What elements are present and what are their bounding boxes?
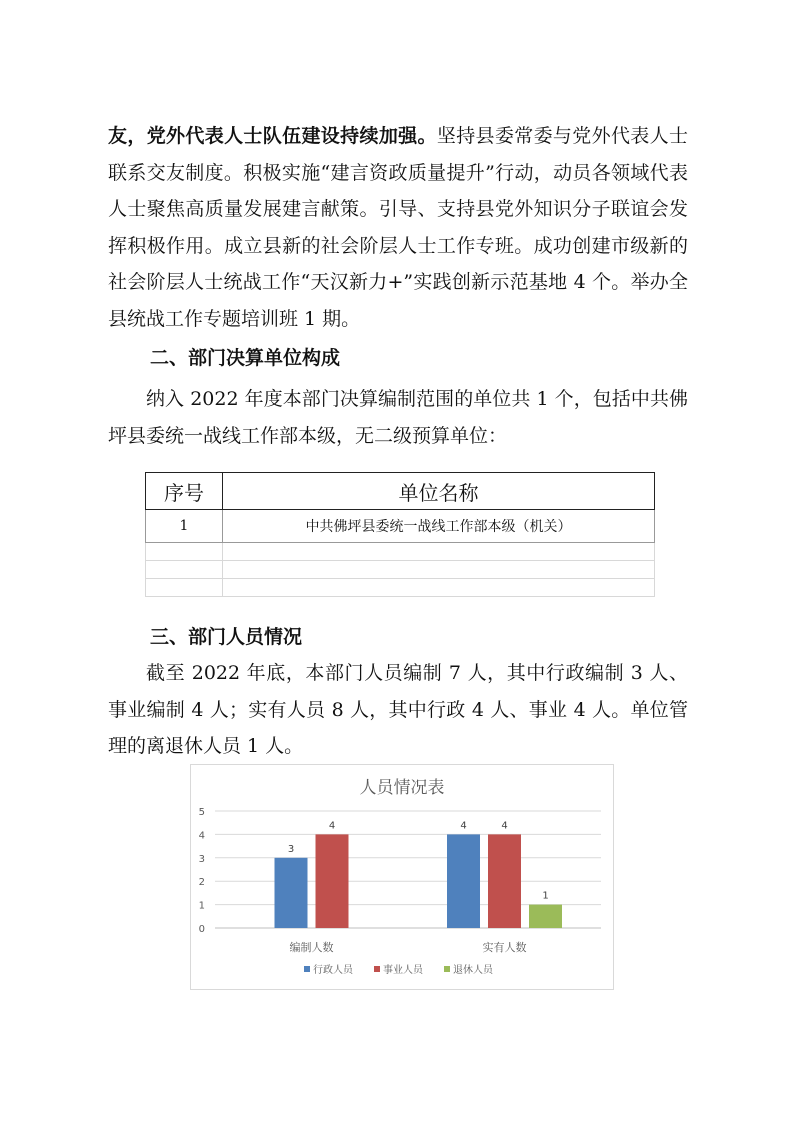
legend-label: 行政人员	[313, 965, 353, 976]
bar	[316, 834, 349, 928]
chart-svg	[191, 765, 613, 989]
bar	[488, 834, 521, 928]
table-row	[146, 510, 655, 543]
table-row-empty	[146, 543, 655, 561]
bar	[529, 905, 562, 928]
y-tick-label: 3	[198, 853, 205, 865]
personnel-chart	[190, 764, 614, 990]
section3-text: 截至 2022 年底，本部门人员编制 7 人，其中行政编制 3 人、事业编制 4 人；实有人员 8 人，其中行政 4 人、事业 4 人。单位管理的离退休人员 1 人。	[108, 662, 688, 757]
y-tick-label: 5	[198, 807, 205, 818]
bar	[447, 834, 480, 928]
legend-label: 退休人员	[453, 965, 493, 976]
header-unit-name: 单位名称	[223, 473, 655, 510]
y-tick-label: 2	[198, 877, 205, 889]
unit-table	[145, 472, 655, 597]
section2-text: 纳入 2022 年度本部门决算编制范围的单位共 1 个，包括中共佛坪县委统一战线工作部本级，无二级预算单位：	[108, 388, 688, 447]
data-label: 4	[501, 820, 508, 832]
legend-swatch	[374, 966, 380, 972]
legend-swatch	[304, 966, 310, 972]
data-label: 1	[542, 890, 549, 902]
section2-heading: 二、部门决算单位构成	[150, 347, 341, 369]
y-tick-label: 4	[198, 830, 205, 842]
paragraph-body: 坚持县委常委与党外代表人士联系交友制度。积极实施“建言资政质量提升”行动，动员各领域代表人士聚焦高质量发展建言献策。引导、支持县党外知识分子联谊会发挥积极作用。成立县新的社会阶层人士工作专班。成功创建市级新的社会阶层人士统战工作“天汉新力+”实践创新示范基地 4 个。举办全县统战工作专题培训班 1 期。	[108, 125, 688, 330]
legend-label: 事业人员	[383, 965, 423, 976]
data-label: 3	[287, 843, 295, 855]
chart-title: 人员情况表	[359, 778, 445, 798]
legend-swatch	[444, 966, 450, 972]
data-label: 4	[328, 820, 336, 832]
cell-index: 1	[146, 510, 223, 543]
y-tick-label: 0	[198, 924, 205, 935]
table-header-row	[146, 473, 655, 510]
paragraph-party-representatives	[108, 118, 688, 337]
x-tick-label: 实有人数	[482, 941, 527, 954]
data-label: 4	[460, 820, 467, 832]
x-tick-label: 编制人数	[289, 941, 334, 954]
section3-heading: 三、部门人员情况	[150, 626, 303, 648]
table-row-empty	[146, 561, 655, 579]
paragraph-bold-lead: 友，党外代表人士队伍建设持续加强。	[108, 125, 437, 147]
header-index: 序号	[146, 473, 223, 510]
table-row-empty	[146, 579, 655, 597]
bar	[275, 858, 308, 928]
cell-unit-name: 中共佛坪县委统一战线工作部本级（机关）	[223, 510, 655, 543]
y-tick-label: 1	[198, 900, 205, 912]
